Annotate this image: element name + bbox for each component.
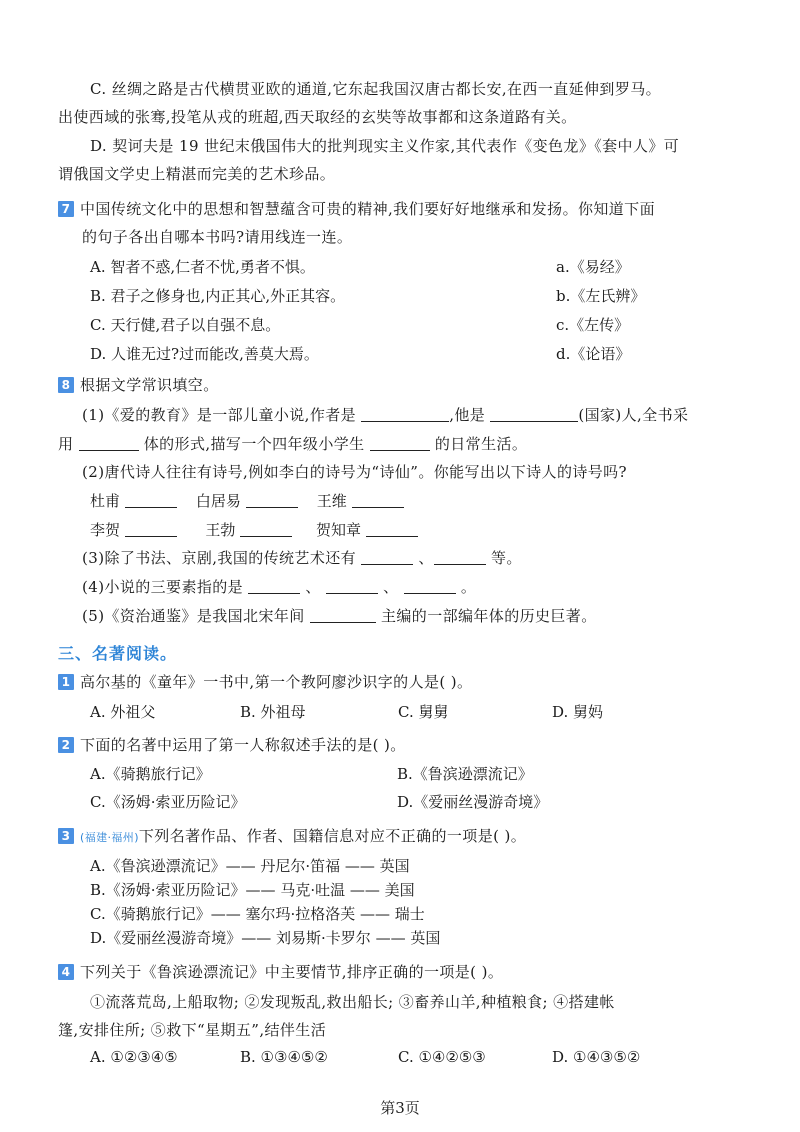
- poet-row-1: [90, 491, 404, 511]
- r4-events-line1: ①流落荒岛,上船取物; ②发现叛乱,救出船长; ③畜养山羊,种植粮食; ④搭建帐: [90, 993, 615, 1011]
- r2-option-b[interactable]: B.《鲁滨逊漂流记》: [397, 765, 533, 783]
- question-7-text-line2: 的句子各出自哪本书吗?请用线连一连。: [82, 228, 353, 246]
- question-number-badge: 8: [58, 377, 74, 393]
- r3-option-a[interactable]: A.《鲁滨逊漂流记》—— 丹尼尔·笛福 —— 英国: [90, 857, 410, 875]
- poet-name: 白居易: [195, 492, 241, 510]
- match-right-d[interactable]: d.《论语》: [556, 345, 631, 363]
- r3-option-d[interactable]: D.《爱丽丝漫游奇境》—— 刘易斯·卡罗尔 —— 英国: [90, 929, 441, 947]
- match-right-a[interactable]: a.《易经》: [556, 258, 630, 276]
- reading-question-4: 4 下列关于《鲁滨逊漂流记》中主要情节,排序正确的一项是( )。: [58, 962, 758, 982]
- poet-name: 李贺: [90, 521, 121, 539]
- reading-question-1: 1 高尔基的《童年》一书中,第一个教阿廖沙识字的人是( )。: [58, 672, 758, 692]
- blank-country[interactable]: [490, 407, 578, 422]
- question-8: [58, 375, 758, 395]
- blank-element[interactable]: [326, 579, 378, 594]
- r4-option-d[interactable]: D. ①④③⑤②: [552, 1048, 641, 1066]
- blank-editor[interactable]: [310, 608, 376, 623]
- r2-option-a[interactable]: A.《骑鹅旅行记》: [90, 765, 211, 783]
- question-number-badge: 7: [58, 201, 74, 217]
- r3-option-b[interactable]: B.《汤姆·索亚历险记》—— 马克·吐温 —— 美国: [90, 881, 415, 899]
- blank-poet-title[interactable]: [240, 522, 292, 537]
- r2-option-c[interactable]: C.《汤姆·索亚历险记》: [90, 793, 246, 811]
- blank-style[interactable]: [79, 436, 139, 451]
- blank-poet-title[interactable]: [366, 522, 418, 537]
- match-right-b[interactable]: b.《左氏辨》: [556, 287, 646, 305]
- blank-art[interactable]: [361, 550, 413, 565]
- poet-name: 杜甫: [90, 492, 121, 510]
- option-c-silk-road-line2: 出使西域的张骞,投笔从戎的班超,西天取经的玄奘等故事都和这条道路有关。: [58, 108, 577, 126]
- option-d-chekhov-line1: D. 契诃夫是 19 世纪末俄国伟大的批判现实主义作家,其代表作《变色龙》《套中人》可: [90, 137, 680, 155]
- question-7: [58, 199, 758, 219]
- option-d-chekhov-line2: 谓俄国文学史上精湛而完美的艺术珍品。: [58, 165, 336, 183]
- match-left-c[interactable]: C. 天行健,君子以自强不息。: [90, 316, 281, 334]
- reading-question-3: 3 (福建·福州)下列名著作品、作者、国籍信息对应不正确的一项是( )。: [58, 826, 758, 848]
- option-c-silk-road-line1: C. 丝绸之路是古代横贯亚欧的通道,它东起我国汉唐古都长安,在西一直延伸到罗马。: [90, 80, 662, 98]
- r4-option-b[interactable]: B. ①③④⑤②: [240, 1048, 328, 1066]
- blank-element[interactable]: [248, 579, 300, 594]
- r1-option-c[interactable]: C. 舅舅: [398, 703, 449, 721]
- question-number-badge: 2: [58, 737, 74, 753]
- q8-part4: (4)小说的三要素指的是 、 、 。: [82, 578, 477, 596]
- blank-poet-title[interactable]: [125, 522, 177, 537]
- r2-option-d[interactable]: D.《爱丽丝漫游奇境》: [397, 793, 549, 811]
- q8-part1-line2: 用 体的形式,描写一个四年级小学生 的日常生活。: [58, 435, 528, 453]
- poet-name: 贺知章: [316, 521, 362, 539]
- match-left-d[interactable]: D. 人谁无过?过而能改,善莫大焉。: [90, 345, 319, 363]
- section-3-heading: 三、名著阅读。: [58, 644, 178, 663]
- r4-option-c[interactable]: C. ①④②⑤③: [398, 1048, 486, 1066]
- page-number: 第3页: [380, 1099, 420, 1117]
- region-tag: (福建·福州): [80, 831, 139, 844]
- blank-poet-title[interactable]: [125, 493, 177, 508]
- poet-row-2: [90, 520, 418, 540]
- blank-student[interactable]: [370, 436, 430, 451]
- reading-question-2: 2 下面的名著中运用了第一人称叙述手法的是( )。: [58, 735, 758, 755]
- blank-poet-title[interactable]: [352, 493, 404, 508]
- q8-part2: (2)唐代诗人往往有诗号,例如李白的诗号为“诗仙”。你能写出以下诗人的诗号吗?: [82, 463, 627, 481]
- q8-part3: (3)除了书法、京剧,我国的传统艺术还有 、 等。: [82, 549, 522, 567]
- r4-events-line2: 篷,安排住所; ⑤救下“星期五”,结伴生活: [58, 1021, 327, 1039]
- r1-option-a[interactable]: A. 外祖父: [90, 703, 156, 721]
- q8-part1-line1: (1)《爱的教育》是一部儿童小说,作者是 ,他是 (国家)人,全书采: [82, 406, 689, 424]
- poet-name: 王勃: [205, 521, 236, 539]
- blank-poet-title[interactable]: [246, 493, 298, 508]
- blank-art[interactable]: [434, 550, 486, 565]
- match-left-b[interactable]: B. 君子之修身也,内正其心,外正其容。: [90, 287, 346, 305]
- question-number-badge: 1: [58, 674, 74, 690]
- poet-name: 王维: [316, 492, 347, 510]
- question-number-badge: 4: [58, 964, 74, 980]
- r4-option-a[interactable]: A. ①②③④⑤: [90, 1048, 178, 1066]
- blank-author[interactable]: [361, 407, 449, 422]
- r1-option-d[interactable]: D. 舅妈: [552, 703, 604, 721]
- question-number-badge: 3: [58, 828, 74, 844]
- r3-option-c[interactable]: C.《骑鹅旅行记》—— 塞尔玛·拉格洛芙 —— 瑞士: [90, 905, 425, 923]
- match-left-a[interactable]: A. 智者不惑,仁者不忧,勇者不惧。: [90, 258, 315, 276]
- match-right-c[interactable]: c.《左传》: [556, 316, 630, 334]
- q8-part5: (5)《资治通鉴》是我国北宋年间 主编的一部编年体的历史巨著。: [82, 607, 597, 625]
- r1-option-b[interactable]: B. 外祖母: [240, 703, 306, 721]
- question-8-title: 根据文学常识填空。: [80, 376, 219, 394]
- question-7-text: 中国传统文化中的思想和智慧蕴含可贵的精神,我们要好好地继承和发扬。你知道下面: [80, 200, 655, 218]
- blank-element[interactable]: [404, 579, 456, 594]
